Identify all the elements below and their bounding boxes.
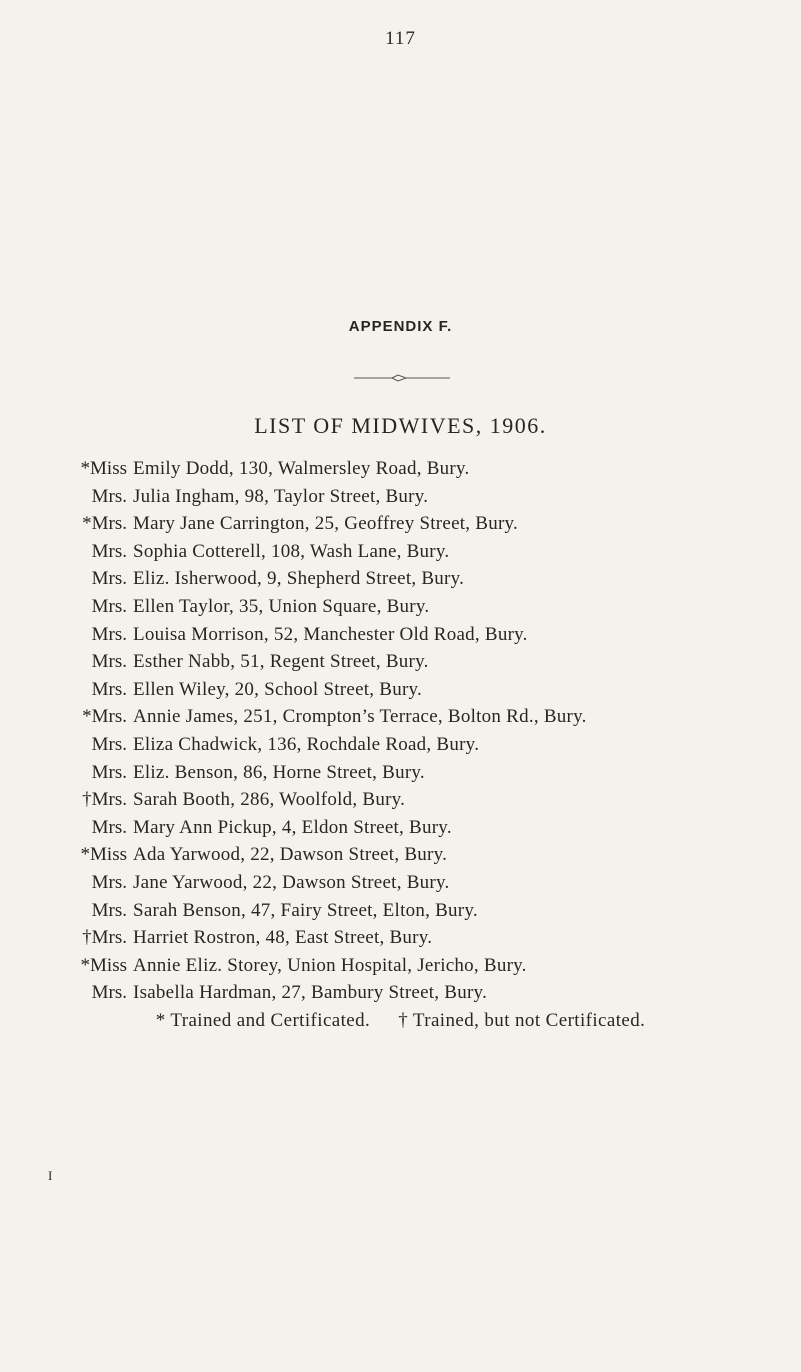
entry-details: Eliz. Benson, 86, Horne Street, Bury. (133, 761, 425, 783)
entry-details: Harriet Rostron, 48, East Street, Bury. (133, 927, 433, 949)
footnote-trained-not-certificated: † Trained, but not Certificated. (398, 1010, 646, 1031)
list-item (45, 786, 801, 814)
entry-details: Eliza Chadwick, 136, Rochdale Road, Bury. (133, 733, 480, 755)
entry-title: *Mrs. (82, 513, 127, 535)
footnote (0, 1010, 801, 1032)
list-title: LIST OF MIDWIVES, 1906. (254, 413, 547, 438)
entry-details: Ellen Wiley, 20, School Street, Bury. (133, 678, 423, 700)
list-item (45, 455, 801, 483)
page-number: 117 (385, 28, 416, 49)
entry-title: *Miss (80, 954, 127, 976)
footnote-trained-certificated: * Trained and Certificated. (155, 1010, 371, 1031)
entry-title: †Mrs. (82, 927, 127, 949)
entry-details: Esther Nabb, 51, Regent Street, Bury. (133, 651, 429, 673)
entry-details: Ellen Taylor, 35, Union Square, Bury. (133, 595, 430, 617)
entry-title: Mrs. (91, 982, 127, 1004)
list-item (45, 759, 801, 787)
entry-details: Ada Yarwood, 22, Dawson Street, Bury. (133, 844, 448, 866)
entry-title: Mrs. (91, 733, 127, 755)
entry-title: *Mrs. (82, 706, 127, 728)
list-item (45, 924, 801, 952)
entry-details: Sarah Benson, 47, Fairy Street, Elton, Bury. (133, 899, 478, 921)
list-item (45, 538, 801, 566)
entry-title: *Miss (80, 458, 127, 479)
entry-title: Mrs. (91, 871, 127, 893)
entry-title: Mrs. (91, 651, 127, 673)
entry-details: Jane Yarwood, 22, Dawson Street, Bury. (133, 871, 450, 893)
list-item (45, 621, 801, 649)
entry-title: Mrs. (91, 816, 127, 838)
ornament-divider (354, 373, 450, 383)
signature-mark: I (48, 1168, 53, 1183)
entry-title: Mrs. (91, 540, 127, 562)
entry-details: Sophia Cotterell, 108, Wash Lane, Bury. (133, 540, 450, 562)
list-item (45, 565, 801, 593)
list-item (45, 814, 801, 842)
entry-title: Mrs. (91, 899, 127, 921)
entry-title: Mrs. (91, 623, 127, 645)
entry-details: Annie James, 251, Crompton’s Terrace, Bolton Rd., Bury. (133, 706, 587, 728)
entry-title: †Mrs. (82, 789, 127, 811)
midwives-list (45, 455, 801, 1007)
appendix-title: APPENDIX F. (348, 318, 453, 335)
list-item (45, 703, 801, 731)
entry-details: Mary Ann Pickup, 4, Eldon Street, Bury. (133, 816, 452, 838)
entry-title: Mrs. (91, 485, 127, 507)
entry-title: Mrs. (91, 568, 127, 590)
list-item (45, 897, 801, 925)
list-item (45, 593, 801, 621)
entry-title: Mrs. (91, 761, 127, 783)
list-item (45, 979, 801, 1007)
entry-title: Mrs. (91, 678, 127, 700)
entry-title: Mrs. (91, 595, 127, 617)
entry-title: *Miss (80, 844, 127, 866)
list-item (45, 869, 801, 897)
entry-details: Isabella Hardman, 27, Bambury Street, Bury. (133, 982, 488, 1004)
list-item (45, 952, 801, 980)
entry-details: Louisa Morrison, 52, Manchester Old Road, Bury. (133, 623, 528, 645)
entry-details: Mary Jane Carrington, 25, Geoffrey Street, Bury. (133, 513, 519, 535)
list-item (45, 731, 801, 759)
list-item (45, 676, 801, 704)
list-item (45, 841, 801, 869)
entry-details: Sarah Booth, 286, Woolfold, Bury. (133, 789, 406, 811)
entry-details: Emily Dodd, 130, Walmersley Road, Bury. (133, 458, 470, 479)
entry-details: Annie Eliz. Storey, Union Hospital, Jericho, Bury. (133, 954, 527, 976)
list-item (45, 510, 801, 538)
entry-details: Eliz. Isherwood, 9, Shepherd Street, Bury. (133, 568, 465, 590)
entry-details: Julia Ingham, 98, Taylor Street, Bury. (133, 485, 429, 507)
list-item (45, 483, 801, 511)
list-item (45, 648, 801, 676)
